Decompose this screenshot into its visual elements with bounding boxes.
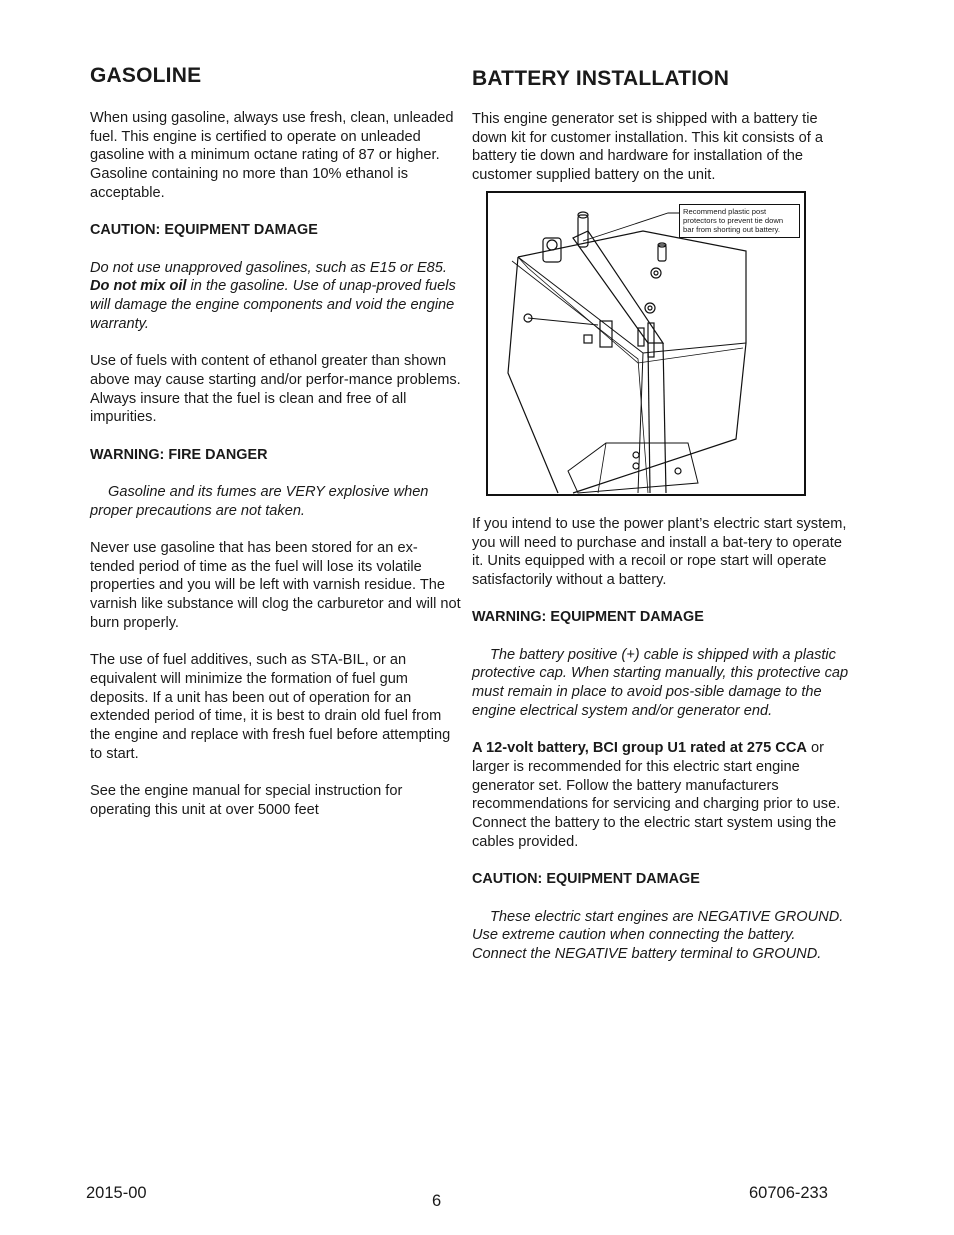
battery-kit-paragraph: This engine generator set is shipped with a battery tie down kit for customer installation. This kit consists of a battery tie down and hardware for installation of the customer supplied battery on the unit. — [472, 111, 823, 184]
equipment-warning-label: WARNING: EQUIPMENT DAMAGE — [472, 609, 704, 626]
figure-callout: Recommend plastic post protectors to prevent tie down bar from shorting out battery. — [679, 204, 800, 238]
equipment-warning-text: The battery positive (+) cable is shipped with a plastic protective cap. When starting manually, this protective cap must remain in place to avoid pos-sible damage to the engine electrical system and/or generator end. — [472, 646, 849, 719]
footer-part-number: 60706-233 — [749, 1184, 828, 1202]
footer-page-number: 6 — [432, 1192, 442, 1210]
altitude-paragraph: See the engine manual for special instruction for operating this unit at over 5000 feet — [90, 783, 403, 818]
caution-text-bold: Do not mix oil — [90, 278, 187, 295]
electric-start-paragraph: If you intend to use the power plant’s electric start system, you will need to purchase and install a bat-tery to operate it. Units equipped with a recoil or rope start will operate satisfactorily without a battery. — [472, 515, 847, 588]
battery-spec-rest: or larger is recommended for this electric start engine generator set. Follow the battery manufacturers recommendations for servicing and charging prior to use. Connect the battery to the electric start system using the cables provided. — [472, 740, 841, 850]
fuel-additive-paragraph: The use of fuel additives, such as STA-BIL, or an equivalent will minimize the formation of fuel gum deposits. If a unit has been out of operation for an extended period of time, it is best to drain old fuel from the engine and replace with fresh fuel before attempting to start. — [90, 652, 451, 762]
left-column — [90, 63, 462, 838]
caution-text-a: Do not use unapproved gasolines, such as E15 or E85. — [90, 259, 447, 276]
battery-spec-paragraph — [472, 739, 850, 851]
callout-leader-line — [583, 213, 679, 241]
stored-gasoline-paragraph: Never use gasoline that has been stored for an ex-tended period of time as the fuel will lose its volatile properties and you will be left with varnish residue. The varnish like substance will clog the carburetor and will not burn properly. — [90, 540, 461, 631]
battery-illustration — [488, 193, 804, 494]
battery-installation-heading: BATTERY INSTALLATION — [472, 67, 730, 90]
gasoline-intro: When using gasoline, always use fresh, clean, unleaded fuel. This engine is certified to operate on unleaded gasoline with a minimum octane rating of 87 or higher. Gasoline containing no more than 10% ethanol is acceptable. — [90, 110, 454, 201]
right-column — [472, 66, 850, 982]
caution-text — [90, 259, 462, 334]
battery-spec-bold: A 12-volt battery, BCI group U1 rated at 275 CCA — [472, 740, 807, 757]
caution-text-b: in the gasoline. Use of unap-proved fuels will damage the engine components and void the engine warranty. — [90, 278, 456, 332]
gasoline-heading: GASOLINE — [90, 64, 202, 87]
ethanol-paragraph: Use of fuels with content of ethanol greater than shown above may cause starting and/or perfor-mance problems. Always insure that the fuel is clean and free of all impurities. — [90, 353, 461, 426]
negative-ground-caution-text: These electric start engines are NEGATIVE GROUND. Use extreme caution when connecting the battery. Connect the NEGATIVE battery terminal to GROUND. — [472, 908, 844, 962]
negative-ground-caution-label: CAUTION: EQUIPMENT DAMAGE — [472, 871, 700, 888]
battery-tie-down-figure — [486, 191, 806, 496]
fire-warning-text: Gasoline and its fumes are VERY explosive when proper precautions are not taken. — [90, 483, 429, 519]
footer-date: 2015-00 — [86, 1184, 147, 1202]
caution-label: CAUTION: EQUIPMENT DAMAGE — [90, 222, 318, 239]
fire-warning-label: WARNING: FIRE DANGER — [90, 446, 268, 463]
